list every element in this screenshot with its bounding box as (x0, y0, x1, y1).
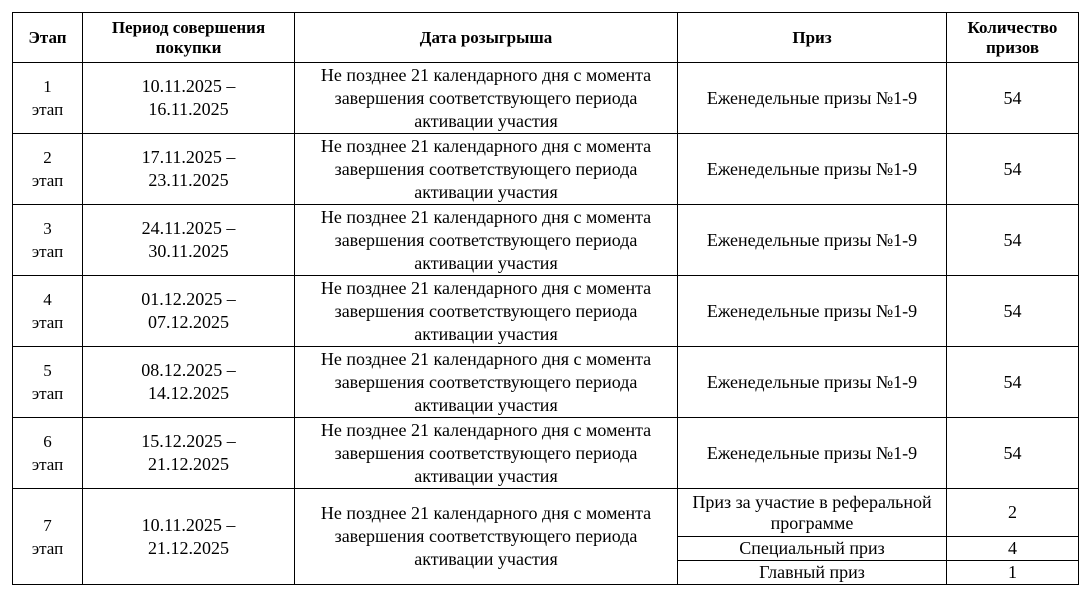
stage-number: 7 (43, 515, 52, 535)
prize-count-cell: 54 (947, 418, 1079, 489)
prize-count-cell: 54 (947, 134, 1079, 205)
period-to: 21.12.2025 (148, 537, 229, 558)
stage-word: этап (31, 100, 64, 119)
prize-count-cell: 54 (947, 347, 1079, 418)
header-count: Количество призов (947, 13, 1079, 63)
period-from: 10.11.2025 – (141, 76, 236, 96)
prize-cell: Еженедельные призы №1-9 (678, 276, 947, 347)
stage-cell (13, 347, 83, 418)
prize-cell: Еженедельные призы №1-9 (678, 63, 947, 134)
table-row (13, 418, 1079, 489)
header-stage: Этап (13, 13, 83, 63)
table-row (13, 63, 1079, 134)
prize-count-cell: 54 (947, 276, 1079, 347)
period-from: 17.11.2025 – (141, 147, 236, 167)
period-cell (83, 347, 295, 418)
period-from: 01.12.2025 – (141, 289, 236, 309)
period-cell (83, 276, 295, 347)
stage-cell (13, 276, 83, 347)
draw-date-cell: Не позднее 21 календарного дня с момента завершения соответствующего периода активации участия (295, 418, 678, 489)
stage-word: этап (31, 242, 64, 261)
period-cell (83, 63, 295, 134)
period-to: 21.12.2025 (148, 454, 229, 474)
stage-number: 3 (43, 219, 52, 238)
stage-number: 2 (43, 148, 52, 167)
stage-cell (13, 63, 83, 134)
period-to: 16.11.2025 (148, 99, 229, 119)
draw-date-cell: Не позднее 21 календарного дня с момента завершения соответствующего периода активации участия (295, 276, 678, 347)
prize-cell: Еженедельные призы №1-9 (678, 347, 947, 418)
period-cell (83, 134, 295, 205)
period-cell (83, 418, 295, 489)
period-to: 07.12.2025 (148, 312, 229, 332)
prize-count-cell: 54 (947, 205, 1079, 276)
stage-number: 1 (43, 77, 52, 96)
header-period: Период совершения покупки (83, 13, 295, 63)
period-to: 30.11.2025 (148, 241, 229, 261)
prize-cell: Специальный приз (678, 537, 947, 561)
prize-count-cell: 4 (947, 537, 1079, 561)
prize-cell: Еженедельные призы №1-9 (678, 205, 947, 276)
header-date: Дата розыгрыша (295, 13, 678, 63)
stage-word: этап (31, 384, 64, 403)
prize-cell: Еженедельные призы №1-9 (678, 418, 947, 489)
header-row (13, 13, 1079, 63)
draw-date-cell: Не позднее 21 календарного дня с момента завершения соответствующего периода активации участия (295, 347, 678, 418)
stage-word: этап (31, 538, 64, 558)
stage-word: этап (31, 313, 64, 332)
stage-cell (13, 418, 83, 489)
draw-date-cell: Не позднее 21 календарного дня с момента завершения соответствующего периода активации участия (295, 63, 678, 134)
period-cell (83, 489, 295, 585)
table-row (13, 347, 1079, 418)
period-from: 24.11.2025 – (141, 218, 236, 238)
prize-count-cell: 1 (947, 561, 1079, 585)
draw-date-cell: Не позднее 21 календарного дня с момента завершения соответствующего периода активации участия (295, 489, 678, 585)
prize-count-cell: 54 (947, 63, 1079, 134)
period-cell (83, 205, 295, 276)
header-prize: Приз (678, 13, 947, 63)
stage-word: этап (31, 171, 64, 190)
table-row (13, 134, 1079, 205)
prize-schedule-table (12, 12, 1079, 585)
prize-cell: Еженедельные призы №1-9 (678, 134, 947, 205)
table-row (13, 205, 1079, 276)
prize-cell: Главный приз (678, 561, 947, 585)
final-stage-row (13, 489, 1079, 537)
period-from: 15.12.2025 – (141, 431, 236, 451)
prize-count-cell: 2 (947, 489, 1079, 537)
stage-cell (13, 489, 83, 585)
draw-date-cell: Не позднее 21 календарного дня с момента завершения соответствующего периода активации участия (295, 205, 678, 276)
period-to: 23.11.2025 (148, 170, 229, 190)
period-from: 10.11.2025 – (141, 514, 236, 535)
stage-cell (13, 205, 83, 276)
draw-date-cell: Не позднее 21 календарного дня с момента завершения соответствующего периода активации участия (295, 134, 678, 205)
period-to: 14.12.2025 (148, 383, 229, 403)
stage-number: 5 (43, 361, 52, 380)
stage-word: этап (31, 455, 64, 474)
period-from: 08.12.2025 – (141, 360, 236, 380)
stage-number: 6 (43, 432, 52, 451)
table-row (13, 276, 1079, 347)
stage-cell (13, 134, 83, 205)
prize-cell: Приз за участие в реферальной программе (678, 489, 947, 537)
stage-number: 4 (43, 290, 52, 309)
